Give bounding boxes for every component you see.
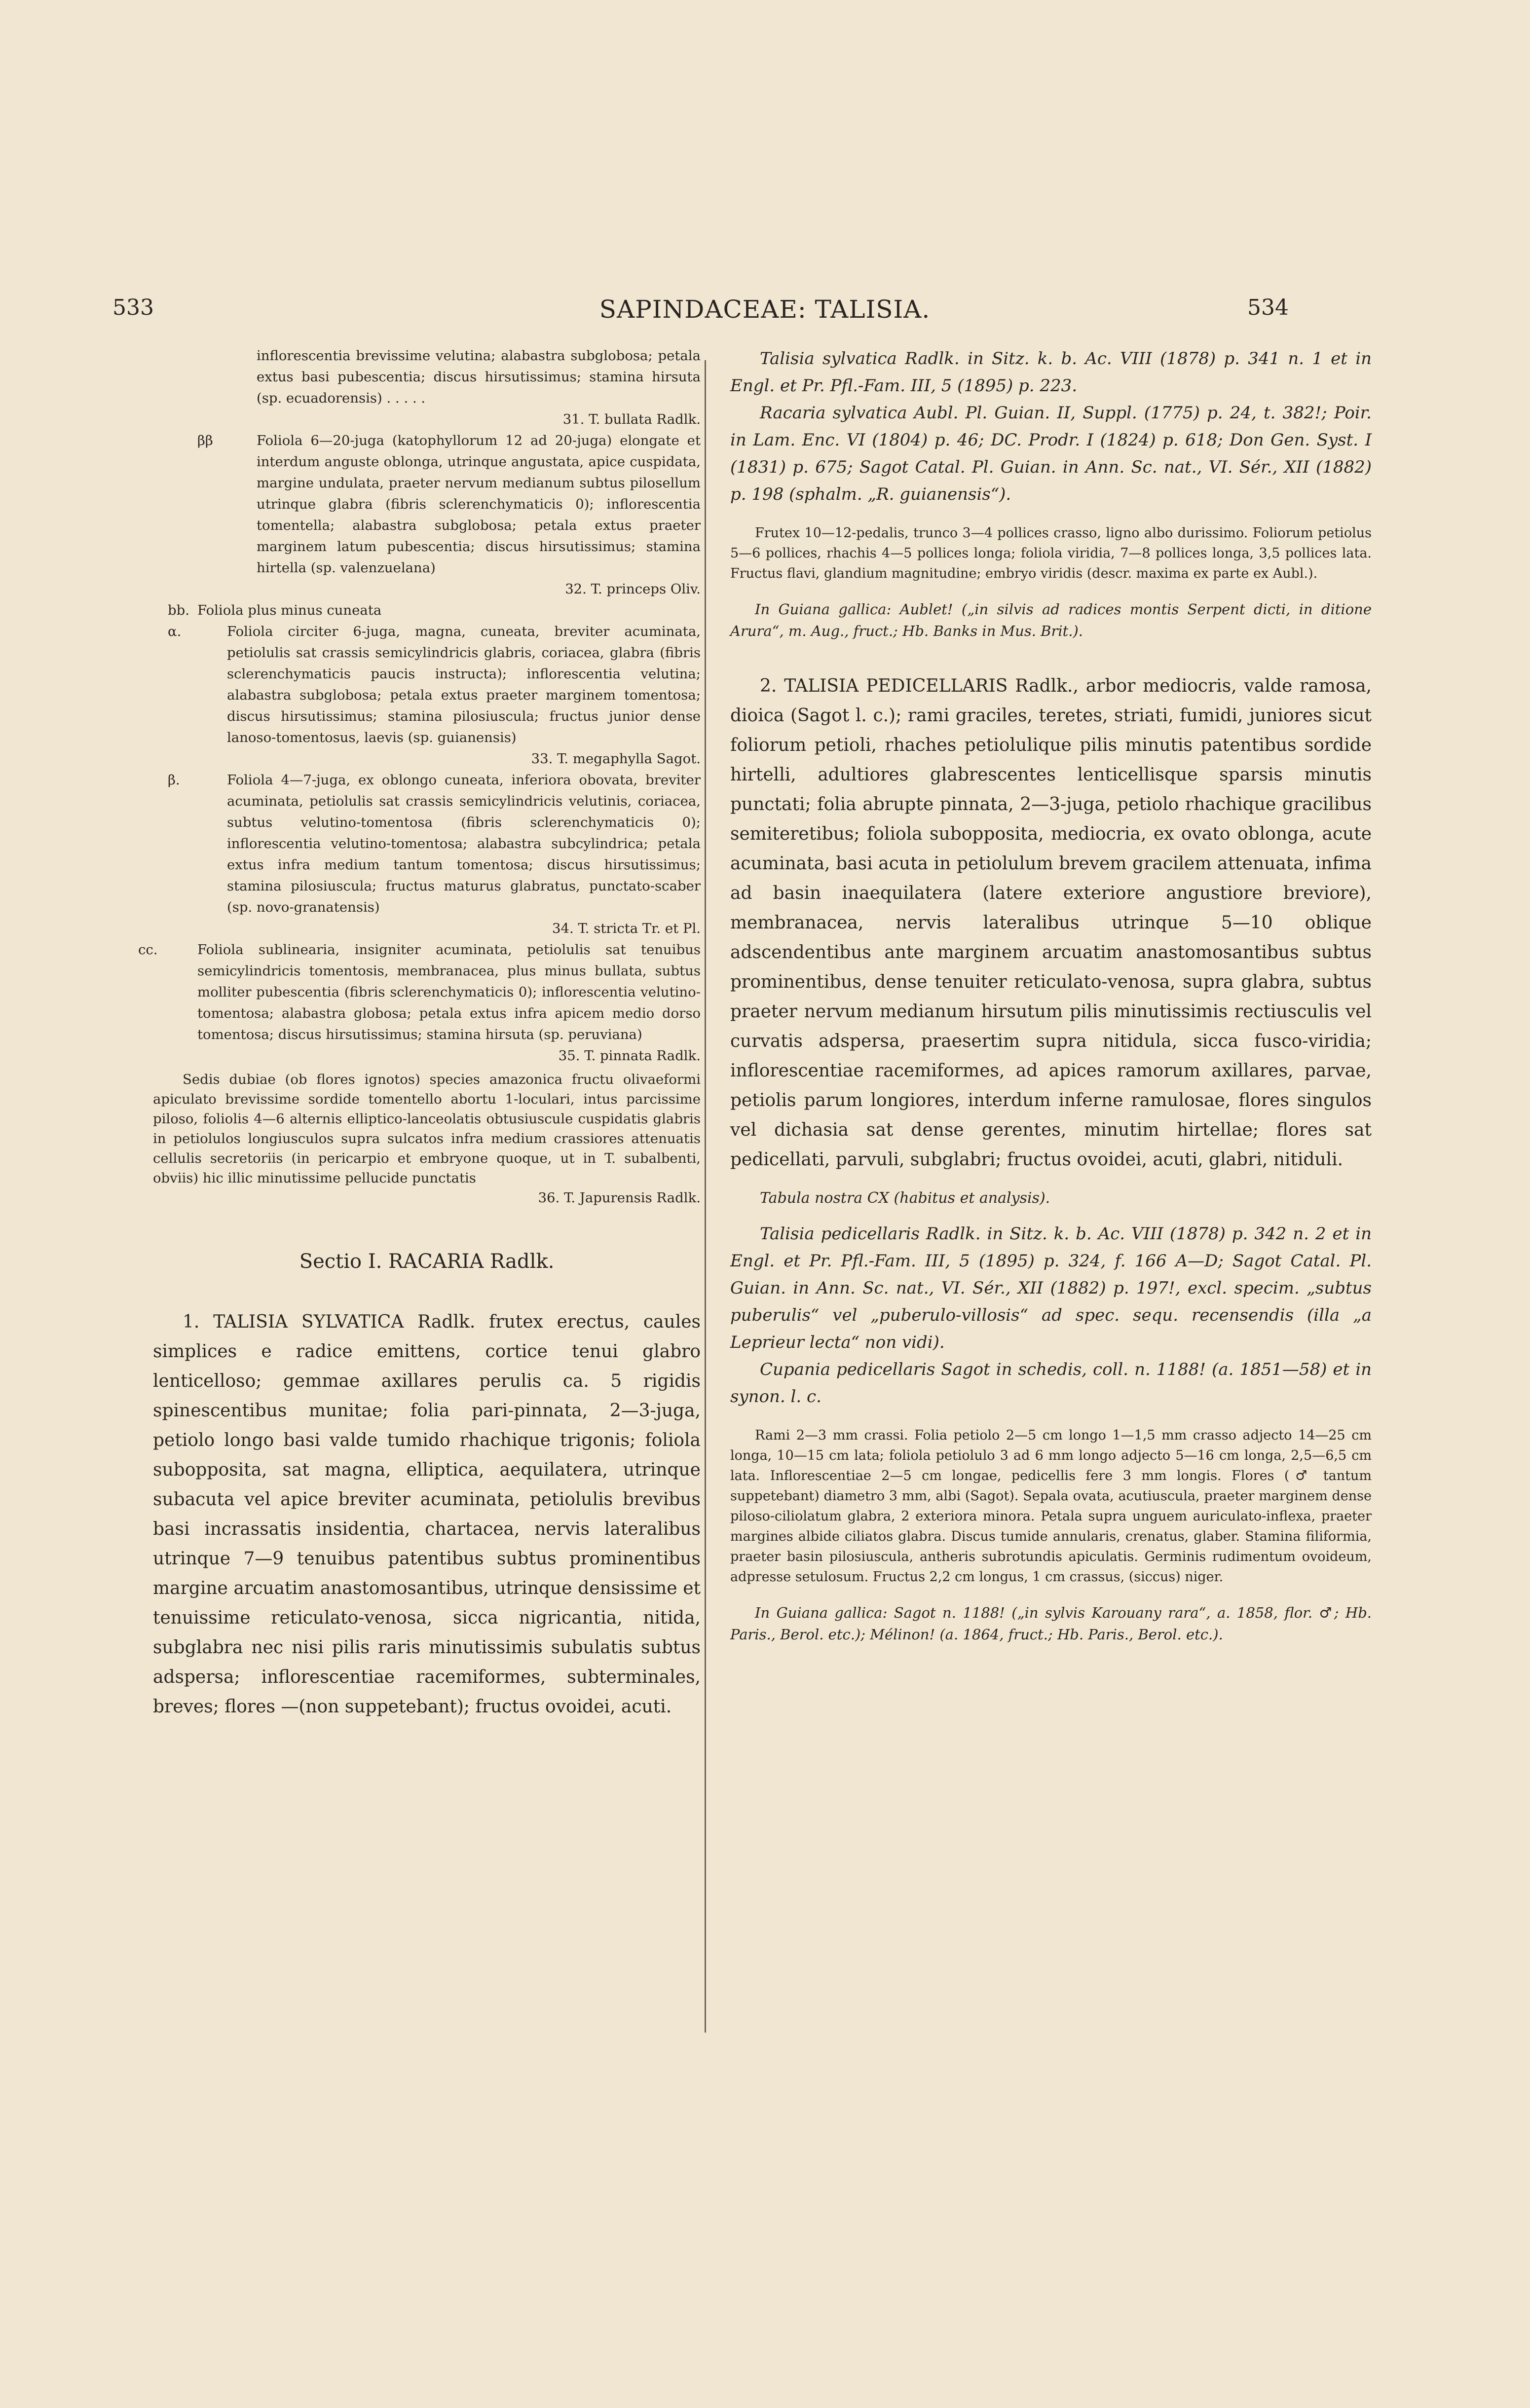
- left-column: [138, 345, 701, 1722]
- key-label: β.: [168, 772, 180, 788]
- key-entry-beta: [153, 770, 701, 939]
- citation: Racaria sylvatica Aubl. Pl. Guian. II, Suppl. (1775) p. 24, t. 382!; Poir. in Lam. Enc. VI (1804) p. 46; DC. Prodr. I (1824) p. 618; Don Gen. Syst. I (1831) p. 675; Sagot Catal. Pl. Guian. in Ann. Sc. nat., VI. Sér., XII (1882) p. 198 (sphalm. „R. guianensis“).: [730, 403, 1372, 504]
- locality-species-1: In Guiana gallica: Aublet! („in silvis ad radices montis Serpent dicti, in ditione Arura“, m. Aug., fruct.; Hb. Banks in Mus. Brit.).: [730, 601, 1372, 639]
- key-label: cc.: [138, 942, 158, 958]
- key-text: Foliola sublinearia, insigniter acuminata, petiolulis sat tenuibus semicylindricis tomentosis, membranacea, plus minus bullata, subtus molliter pubescentia (fibris sclerenchymaticis 0); inflorescentia velutino-tomentosa; alabastra globosa; petala extus infra apicem medio dorso tomentosa; discus hirsutissimus; stamina hirsuta (sp. peruviana): [197, 942, 701, 1042]
- key-entry-cc: [138, 939, 701, 1067]
- note-text: Frutex 10—12-pedalis, trunco 3—4 pollices crasso, ligno albo durissimo. Foliorum petiolus 5—6 pollices, rhachis 4—5 pollices longa; foliola viridia, 7—8 pollices longa, 3,5 pollices lata. Fructus flavi, glandium magnitudine; embryo viridis (descr. maxima ex parte ex Aubl.).: [730, 525, 1372, 581]
- description-note-2: [730, 1425, 1372, 1587]
- plate-reference: Tabula nostra CX (habitus et analysis).: [760, 1189, 1050, 1207]
- key-entry-bb: [153, 430, 701, 600]
- identification-key: [138, 345, 701, 1067]
- key-entry-alpha: [153, 621, 701, 770]
- key-taxon-stricta: 34. T. stricta Tr. et Pl.: [552, 921, 701, 936]
- running-head: SAPINDACEAE: TALISIA.: [599, 295, 931, 324]
- key-entry-b2: [153, 600, 701, 621]
- key-entry-intro: [153, 345, 701, 430]
- species-2-text: 2. TALISIA PEDICELLARIS Radlk., arbor mediocris, valde ramosa, dioica (Sagot l. c.); rami graciles, teretes, striati, fumidi, juniores sicut foliorum petioli, rhaches petiolulique pilis minutis patentibus sordide hirtelli, adultiores glabrescentes lenticellisque sparsis minutis punctati; folia abrupte pinnata, 2—3-juga, petiolo rhachique gracilibus semiteretibus; foliola subopposita, mediocria, ex ovato oblonga, acute acuminata, basi acuta in petiolulum brevem gracilem attenuata, infima ad basin inaequilatera (latere exteriore angustiore breviore), membranacea, nervis lateralibus utrinque 5—10 oblique adscendentibus ante marginem arcuatim anastomosantibus subtus prominentibus, dense tenuiter reticulato-venosa, supra glabra, subtus praeter nervum medianum hirsutum pilis minutissimis rectiusculis vel curvatis adspersa, praesertim supra nitidula, sicca fusco-viridia; inflorescentiae racemiformes, ad apices ramorum axillares, parvae, petiolis parum longiores, interdum inferne ramulosae, flores singulos vel dichasia sat dense gerentes, minutim hirtellae; flores sat pedicellati, parvuli, subglabri; fructus ovoidei, acuti, glabri, nitiduli.: [730, 676, 1372, 1170]
- key-text: Foliola 6—20-juga (katophyllorum 12 ad 20-juga) elongate et interdum anguste oblonga, utrinque angustata, apice cuspidata, margine undulata, praeter nervum medianum subtus pilosellum utrinque glabra (fibris sclerenchymaticis 0); inflorescentia tomentella; alabastra subglobosa; petala extus praeter marginem latum pubescentia; discus hirsutissimus; stamina hirtella (sp. valenzuelana): [257, 433, 701, 576]
- key-label: bb.: [168, 602, 189, 618]
- page-number-right: 534: [1247, 295, 1289, 320]
- sedis-text: Sedis dubiae (ob flores ignotos) species amazonica fructu olivaeformi apiculato brevissime sordide tomentello abortu 1-loculari, intus parcissime piloso, foliolis 4—6 alternis elliptico-lanceolatis obtusiuscule cuspidatis glabris in petiolulos longiusculos supra sulcatos infra medium crassiores attenuatis cellulis secretoriis (in pericarpio et embryone quoque, ut in T. subalbenti, obviis) hic illic minutissime pellucide punctatis: [153, 1072, 701, 1186]
- key-taxon-bullata: 31. T. bullata Radlk.: [562, 411, 701, 427]
- key-taxon-princeps: 32. T. princeps Oliv.: [565, 581, 701, 597]
- key-text: Foliola 4—7-juga, ex oblongo cuneata, inferiora obovata, breviter acuminata, petiolulis sat crassis semicylindricis velutinis, coriacea, subtus velutino-tomentosa (fibris sclerenchymaticis 0); inflorescentia velutino-tomentosa; alabastra subcylindrica; petala extus infra medium tantum tomentosa; discus hirsutissimus; stamina pilosiuscula; fructus maturus glabratus, punctato-scaber (sp. novo-granatensis): [227, 772, 701, 915]
- column-divider: [705, 360, 706, 2033]
- key-label: ββ: [197, 433, 213, 448]
- key-intro-text: inflorescentia brevissime velutina; alabastra subglobosa; petala extus basi pubescentia; discus hirsutissimus; stamina hirsuta (sp. ecuadorensis) . . . . .: [257, 348, 701, 406]
- key-taxon-pinnata: 35. T. pinnata Radlk.: [558, 1048, 701, 1064]
- key-text: Foliola circiter 6-juga, magna, cuneata, breviter acuminata, petiolulis sat crassis semicylindricis glabris, coriacea, glabra (fibris sclerenchymaticis paucis instructa); inflorescentia velutina; alabastra subglobosa; petala extus praeter marginem tomentosa; discus hirsutissimus; stamina pilosiuscula; fructus junior dense lanoso-tomentosus, laevis (sp. guianensis): [227, 624, 701, 745]
- locality-species-2: In Guiana gallica: Sagot n. 1188! („in sylvis Karouany rara“, a. 1858, flor. ♂; Hb. Paris., Berol. etc.); Mélinon! (a. 1864, fruct.; Hb. Paris., Berol. etc.).: [730, 1604, 1372, 1643]
- key-text: Foliola plus minus cuneata: [197, 602, 382, 618]
- right-column: [730, 345, 1372, 1659]
- note-text: Rami 2—3 mm crassi. Folia petiolo 2—5 cm longo 1—1,5 mm crasso adjecto 14—25 cm longa, 10—15 cm lata; foliola petiolulo 3 ad 6 mm longo adjecto 5—16 cm longa, 2,5—6,5 cm lata. Inflorescentiae 2—5 cm longae, pedicellis fere 3 mm longis. Flores (♂ tantum suppetebant) diametro 3 mm, albi (Sagot). Sepala ovata, acutiuscula, praeter marginem dense piloso-ciliolatum glabra, 2 exteriora minora. Petala supra unguem auriculato-inflexa, praeter margines albide ciliatos glabra. Discus tumide annularis, crenatus, glaber. Stamina filiformia, praeter basin pilosiuscula, antheris subrotundis apiculatis. Germinis rudimentum ovoideum, adpresse setulosum. Fructus 2,2 cm longus, 1 cm crassus, (siccus) niger.: [730, 1428, 1372, 1585]
- citation: Cupania pedicellaris Sagot in schedis, coll. n. 1188! (a. 1851—58) et in synon. l. c.: [730, 1360, 1372, 1407]
- page-number-left: 533: [112, 295, 154, 320]
- species-2-description: [730, 671, 1372, 1175]
- key-taxon-megaphylla: 33. T. megaphylla Sagot.: [531, 751, 701, 767]
- key-label: α.: [168, 624, 182, 639]
- description-note-1: [730, 523, 1372, 584]
- species-1-text: 1. TALISIA SYLVATICA Radlk. frutex erectus, caules simplices e radice emittens, cortice tenui glabro lenticelloso; gemmae axillares perulis ca. 5 rigidis spinescentibus munitae; folia pari-pinnata, 2—3-juga, petiolo longo basi valde tumido rhachique trigonis; foliola subopposita, sat magna, elliptica, aequilatera, utrinque subacuta vel apice breviter acuminata, petiolulis brevibus basi incrassatis insidentia, chartacea, nervis lateralibus utrinque 7—9 tenuibus patentibus subtus prominentibus margine arcuatim anastomosantibus, utrinque densissime et tenuissime reticulato-venosa, sicca nigricantia, nitida, subglabra nec nisi pilis raris minutissimis subulatis subtus adspersa; inflorescentiae racemiformes, subterminales, breves; flores —(non suppetebant); fructus ovoidei, acuti.: [153, 1312, 701, 1717]
- sedis-dubiae-paragraph: [153, 1070, 701, 1208]
- citation: Talisia sylvatica Radlk. in Sitz. k. b. Ac. VIII (1878) p. 341 n. 1 et in Engl. et Pr. Pfl.-Fam. III, 5 (1895) p. 223.: [730, 349, 1372, 396]
- citations-species-2: [730, 1221, 1372, 1410]
- sedis-taxon: 36. T. Japurensis Radlk.: [538, 1190, 701, 1206]
- section-title: Sectio I. RACARIA Radlk.: [299, 1250, 555, 1273]
- species-1-description: [153, 1307, 701, 1722]
- citation: Talisia pedicellaris Radlk. in Sitz. k. b. Ac. VIII (1878) p. 342 n. 2 et in Engl. et Pr. Pfl.-Fam. III, 5 (1895) p. 324, f. 166 A—D; Sagot Catal. Pl. Guian. in Ann. Sc. nat., VI. Sér., XII (1882) p. 197!, excl. specim. „subtus puberulis“ vel „puberulo-villosis“ ad spec. sequ. recensendis (illa „a Leprieur lecta“ non vidi).: [730, 1224, 1372, 1352]
- citations-species-1: [730, 345, 1372, 508]
